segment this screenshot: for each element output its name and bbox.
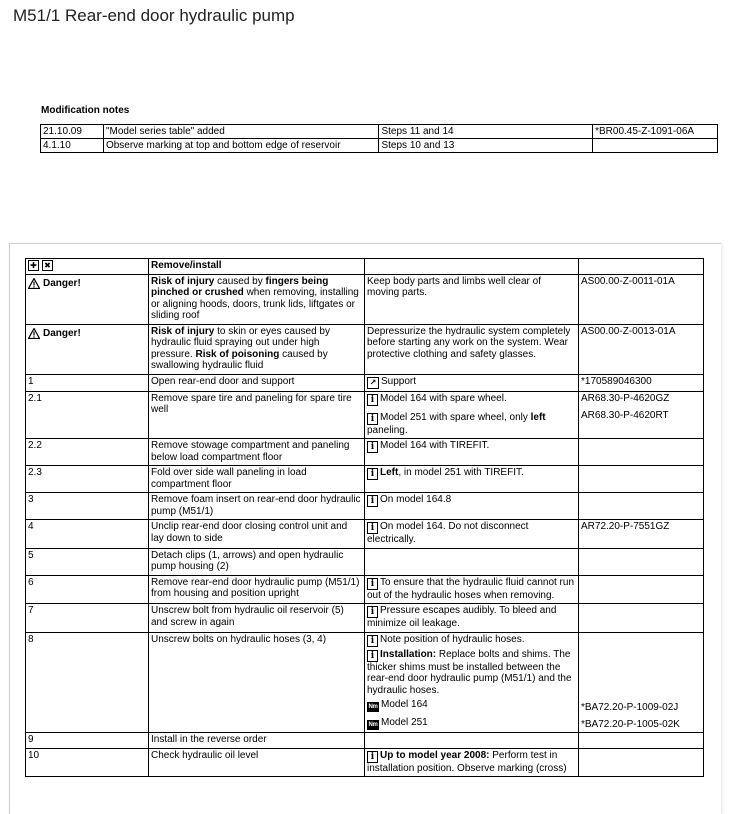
mod-date: 4.1.10 bbox=[41, 139, 104, 153]
step-text: Fold over side wall paneling in load compartment floor bbox=[149, 466, 365, 493]
step-note: On model 164. Do not disconnect electrically. bbox=[367, 521, 529, 545]
step-note: To ensure that the hydraulic fluid cannot run out of the hydraulic hoses when removing. bbox=[367, 576, 575, 601]
procedure-table bbox=[25, 258, 704, 777]
step-number: 8 bbox=[26, 632, 149, 733]
warning-icon bbox=[28, 278, 40, 289]
danger-measure: Depressurize the hydraulic system completely before starting any work on the system. Wear protective clothing and safety glasses. bbox=[365, 324, 579, 374]
step-text: Remove stowage compartment and paneling below load compartment floor bbox=[149, 439, 365, 466]
table-row: 10 Check hydraulic oil level i Up to model year 2008: Perform test in installation position. Observe marking (cross) bbox=[26, 748, 704, 777]
info-icon: i bbox=[367, 441, 378, 453]
step-number: 2.2 bbox=[26, 439, 149, 466]
table-row bbox=[41, 125, 718, 139]
table-row bbox=[26, 575, 704, 604]
step-note: On model 164.8 bbox=[380, 494, 452, 505]
step-ref-link[interactable]: *BA72.20-P-1009-02J bbox=[581, 702, 679, 713]
table-row bbox=[26, 274, 704, 324]
step-number: 9 bbox=[26, 733, 149, 749]
table-row bbox=[26, 493, 704, 520]
modification-notes-heading: Modification notes bbox=[41, 105, 130, 116]
mod-note: "Model series table" added bbox=[103, 125, 379, 139]
step-text: Check hydraulic oil level bbox=[149, 748, 365, 777]
step-text: Remove spare tire and paneling for spare tire well bbox=[149, 391, 365, 439]
info-icon: i bbox=[367, 650, 378, 662]
info-icon: i bbox=[367, 606, 378, 618]
step-text: Remove rear-end door hydraulic pump (M51/1) from housing and position upright bbox=[149, 575, 365, 604]
table-row bbox=[26, 520, 704, 549]
step-number: 2.1 bbox=[26, 391, 149, 439]
step-note: Support bbox=[381, 375, 417, 387]
info-icon: i bbox=[367, 468, 378, 480]
step-ref-link[interactable]: *BA72.20-P-1005-02K bbox=[581, 718, 680, 730]
step-number: 5 bbox=[26, 548, 149, 575]
table-row bbox=[26, 439, 704, 466]
step-number: 2.3 bbox=[26, 466, 149, 493]
mod-steps: Steps 11 and 14 bbox=[379, 125, 593, 139]
step-number: 10 bbox=[26, 748, 149, 777]
info-icon: i bbox=[367, 578, 378, 590]
table-row bbox=[26, 548, 704, 575]
step-number: 4 bbox=[26, 520, 149, 549]
collapse-icon[interactable]: ✖ bbox=[42, 260, 53, 271]
tool-icon: ↗ bbox=[367, 377, 379, 389]
step-number: 1 bbox=[26, 374, 149, 391]
mod-steps: Steps 10 and 13 bbox=[379, 139, 593, 153]
step-note: Model 164 with spare wheel. bbox=[380, 392, 507, 404]
table-row: 8 Unscrew bolts on hydraulic hoses (3, 4) i Note position of hydraulic hoses. i Installation: Replace bolts and shims. The thicker shims must be installed between the rear-end door hydraulic pump (M51/1) and the hydraulic hoses. Nm Model 164 Nm Model 251 *BA72.20-P-1009-02J *BA72.20-P-1005-02K bbox=[26, 632, 704, 733]
danger-measure: Keep body parts and limbs well clear of moving parts. bbox=[365, 274, 579, 324]
step-note: Note position of hydraulic hoses. bbox=[380, 633, 525, 645]
mod-note: Observe marking at top and bottom edge of reservoir bbox=[103, 139, 379, 153]
step-ref-link[interactable]: AR72.20-P-7551GZ bbox=[579, 520, 704, 549]
danger-ref-link[interactable]: AS00.00-Z-0011-01A bbox=[579, 274, 704, 324]
mod-date: 21.10.09 bbox=[41, 125, 104, 139]
step-note: , in model 251 with TIREFIT. bbox=[398, 467, 524, 478]
step-text: Remove foam insert on rear-end door hydraulic pump (M51/1) bbox=[149, 493, 365, 520]
table-row bbox=[41, 139, 718, 153]
step-number: 3 bbox=[26, 493, 149, 520]
table-row bbox=[26, 324, 704, 374]
info-icon: i bbox=[367, 394, 378, 406]
table-row: 2.3 Fold over side wall paneling in load compartment floor i Left, in model 251 with TIREFIT. bbox=[26, 466, 704, 493]
step-number: 7 bbox=[26, 604, 149, 633]
info-icon: i bbox=[367, 495, 378, 507]
info-icon: i bbox=[367, 413, 378, 425]
step-text: Install in the reverse order bbox=[149, 733, 365, 749]
modification-notes-table bbox=[40, 124, 718, 153]
table-row bbox=[26, 733, 704, 749]
danger-description: Risk of injury to skin or eyes caused by hydraulic fluid spraying out under high pressure. Risk of poisoning caused by swallowing hydraulic fluid bbox=[149, 324, 365, 374]
expand-icon[interactable]: ✚ bbox=[28, 260, 39, 271]
table-row bbox=[26, 374, 704, 391]
step-number: 6 bbox=[26, 575, 149, 604]
step-text: Detach clips (1, arrows) and open hydraulic pump housing (2) bbox=[149, 548, 365, 575]
table-header-row bbox=[26, 259, 704, 275]
procedure-header: Remove/install bbox=[149, 259, 365, 275]
step-note: Model 164 with TIREFIT. bbox=[380, 440, 490, 451]
step-text: Unclip rear-end door closing control unit and lay down to side bbox=[149, 520, 365, 549]
step-text: Unscrew bolts on hydraulic hoses (3, 4) bbox=[149, 632, 365, 733]
torque-icon: Nm bbox=[368, 722, 378, 728]
procedure-panel bbox=[9, 243, 721, 814]
torque-icon: Nm bbox=[368, 704, 378, 710]
page-title: M51/1 Rear-end door hydraulic pump bbox=[13, 6, 295, 25]
mod-ref-link[interactable] bbox=[593, 139, 718, 153]
step-ref-link[interactable]: AR68.30-P-4620GZ bbox=[581, 392, 670, 404]
danger-label: Danger! bbox=[43, 327, 81, 339]
danger-description: Risk of injury caused by fingers being pinched or crushed when removing, installing or aligning hoods, doors, trunk lids, liftgates or sliding roof bbox=[149, 274, 365, 324]
step-text: Open rear-end door and support bbox=[149, 374, 365, 391]
table-row: 2.1 Remove spare tire and paneling for spare tire well i Model 164 with spare wheel. i Model 251 with spare wheel, only left paneling. AR68.30-P-4620GZ AR68.30-P-4620RT bbox=[26, 391, 704, 439]
step-note: Pressure escapes audibly. To bleed and minimize oil leakage. bbox=[367, 605, 557, 629]
step-ref-link[interactable]: *170589046300 bbox=[579, 374, 704, 391]
step-text: Unscrew bolt from hydraulic oil reservoir (5) and screw in again bbox=[149, 604, 365, 633]
warning-icon bbox=[28, 328, 40, 339]
step-ref-link[interactable]: AR68.30-P-4620RT bbox=[581, 410, 669, 421]
info-icon: i bbox=[367, 635, 378, 647]
mod-ref-link[interactable]: *BR00.45-Z-1091-06A bbox=[593, 125, 718, 139]
step-note: Perform test in installation position. Observe marking (cross) bbox=[367, 749, 567, 774]
info-icon: i bbox=[367, 751, 378, 763]
danger-ref-link[interactable]: AS00.00-Z-0013-01A bbox=[579, 324, 704, 374]
danger-label: Danger! bbox=[43, 277, 81, 289]
table-row bbox=[26, 604, 704, 633]
info-icon: i bbox=[367, 522, 378, 534]
